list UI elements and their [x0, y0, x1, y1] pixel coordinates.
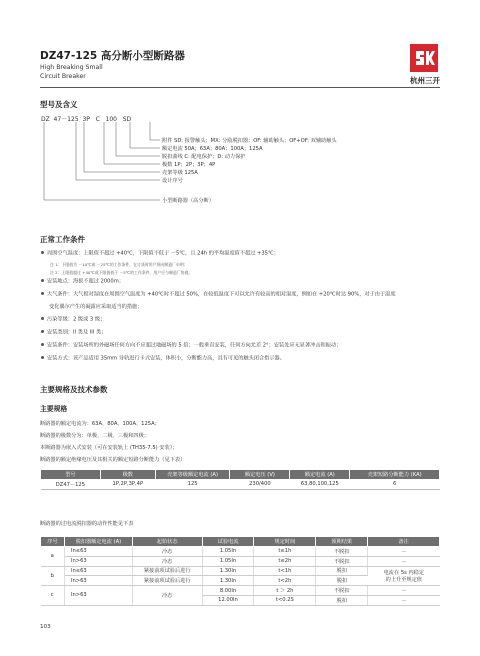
brand-logo [410, 44, 438, 72]
model-desc-trip-curve: 脱扣曲线 C: 配电保护；D: 动力保护 [162, 153, 246, 160]
page-number: 103 [40, 624, 51, 630]
spec-line-mounting: 本断路器为嵌入式安装（可在安装轨上 (TH35-7.5) 安装）； [40, 445, 178, 451]
spec-table [40, 469, 440, 490]
column-header: 型号 [41, 470, 101, 480]
subtitle-line-1: High Breaking Small [40, 64, 103, 71]
column-header: 极数 [100, 470, 155, 480]
page-title: DZ47-125 高分断小型断路器 [40, 50, 185, 62]
column-header: 试验电流 [202, 537, 254, 547]
table-cell: 1.05In [202, 556, 254, 566]
table-cell: 125 [155, 480, 230, 490]
header-divider [40, 87, 440, 88]
model-desc-type: 小型断路器（高分断） [162, 197, 214, 204]
table-cell: 1P,2P,3P,4P [100, 480, 155, 490]
table-cell-seq: c [41, 586, 65, 606]
spec-line-poles: 断路器的极数分为：单极、二极、三极和四极； [40, 433, 149, 439]
table-cell: 冷态 [132, 586, 202, 606]
table-cell: － [368, 586, 440, 596]
spec-table-header [41, 470, 440, 480]
table-cell: In≤63 [64, 566, 132, 576]
column-header: 壳架短路分断能力 (KA) [350, 470, 440, 480]
table-cell: 1.30In [202, 576, 254, 586]
bullet-icon [41, 317, 44, 320]
column-header: 额定电流 (A) [290, 470, 350, 480]
table-cell: 冷态 [132, 556, 202, 566]
column-header: 规定时间 [254, 537, 316, 547]
column-header: 起始状态 [132, 537, 202, 547]
model-desc-rated-current: 额定电流 50A；63A；80A；100A；125A [162, 145, 263, 152]
table-cell: t ＞ 2h [254, 586, 316, 596]
model-desc-frame: 壳架等级 125A [162, 169, 198, 176]
spec-line-current: 断路器的额定电流为：63A、80A、100A、125A； [40, 421, 160, 427]
table-cell: 冷态 [132, 547, 202, 557]
bullet-icon [41, 343, 44, 346]
table-row [41, 480, 440, 490]
condition-install-category: 安装类别：II 类及 III 类； [40, 329, 106, 337]
table-cell: 63,80,100,125 [290, 480, 350, 490]
table-row [41, 556, 440, 566]
model-desc-poles: 极数 1P；2P；3P；4P [162, 161, 216, 168]
table-cell: 12.00In [202, 595, 254, 605]
table-cell: In>63 [64, 586, 132, 606]
specs-section-title: 主要规格及技术参数 [40, 385, 108, 394]
brand-name: 杭州三开 [410, 76, 440, 85]
table-cell: 不脱扣 [316, 547, 368, 557]
bullet-icon [41, 251, 44, 254]
table-cell-seq: b [41, 566, 65, 586]
table-cell: 230/400 [230, 480, 290, 490]
model-diagram-lines [40, 120, 240, 220]
table-cell: DZ47－125 [41, 480, 101, 490]
bullet-icon [41, 356, 44, 359]
table-cell: 6 [350, 480, 440, 490]
table-cell-seq: a [41, 547, 65, 567]
condition-atmosphere-cont: 变化偶尔产生的凝露应采取适当的措施； [49, 304, 143, 310]
condition-temperature: 周围空气温度：上限值不超过 +40℃，下限值不低于 －5℃，且 24h 的平均温度值不超过 +35℃； [40, 250, 279, 258]
condition-install-method: 安装方式：该产品适用 35mm 导轨进行卡式安装，体积小，分断能力高，具有可见的触头闭合指示器。 [40, 355, 285, 363]
table-row [41, 547, 440, 557]
table-cell: 1.30In [202, 566, 254, 576]
model-desc-accessory: 附件 SD: 报警触头；MX: 分励脱扣器；OF: 辅助触头；OF+OF: 双辅助触头 [162, 137, 337, 144]
table-cell: t<2h [254, 576, 316, 586]
column-header: 额定电压 (V) [230, 470, 290, 480]
table-cell: － [368, 595, 440, 605]
tripping-table-title: 断路器的过电流脱扣器的动作性能见下表 [40, 521, 134, 527]
table-cell: 脱扣 [316, 566, 368, 576]
bullet-icon [41, 279, 44, 282]
model-desc-design: 设计序号 [162, 177, 183, 184]
table-cell: t≤1h [254, 547, 316, 557]
conditions-section-title: 正常工作条件 [40, 235, 85, 244]
bullet-icon [41, 330, 44, 333]
condition-install-conditions: 安装条件：安装场所的外磁场任何方向不应超过地磁场的 5 倍；一般垂直安装，任何方向允差 2°；安装处应无显著冲击和振动； [40, 342, 341, 350]
table-cell: 1.05In [202, 547, 254, 557]
table-row [41, 566, 440, 576]
condition-atmosphere: 大气条件：大气相对湿度在周围空气温度为 +40℃时不超过 50%，在较低温度下可以允许有较高的相对湿度，例如在 +20℃时达 90%，对于由于温度 [40, 291, 396, 299]
condition-note-1: 注 1：下限值为 －10℃或 －25℃的工作条件，在订货时用户须向制造厂申明； [50, 262, 188, 267]
condition-pollution: 污染等级：2 级或 3 级； [40, 316, 105, 324]
table-cell: 紧接前项试验后进行 [132, 576, 202, 586]
brand-logo-icon [410, 44, 438, 72]
model-code: DZ 47－125 3P C 100 SD [41, 116, 132, 123]
table-cell-note: 电流在 5s 内稳定 的上升至规定值 [368, 566, 440, 586]
column-header: 序号 [41, 537, 65, 547]
model-section-title: 型号及含义 [40, 100, 78, 109]
specs-sub-title: 主要规格 [40, 405, 68, 413]
table-row [41, 586, 440, 596]
tripping-table-header [41, 537, 440, 547]
table-cell: t≤2h [254, 556, 316, 566]
table-cell: t<0.2S [254, 595, 316, 605]
table-cell: In>63 [64, 576, 132, 586]
column-header: 壳架等级额定电流 (A) [155, 470, 230, 480]
table-cell: 紧接前项试验后进行 [132, 566, 202, 576]
table-cell: 不脱扣 [316, 556, 368, 566]
table-cell: t<1h [254, 566, 316, 576]
english-subtitle [40, 63, 103, 81]
bullet-icon [41, 292, 44, 295]
table-cell: － [368, 547, 440, 557]
table-cell: 脱扣 [316, 595, 368, 605]
table-cell: 8.00In [202, 586, 254, 596]
column-header: 预期结果 [316, 537, 368, 547]
table-cell: 脱扣 [316, 576, 368, 586]
table-cell: － [368, 556, 440, 566]
tripping-table [40, 536, 440, 606]
table-cell: In>63 [64, 556, 132, 566]
spec-line-voltage: 断路器的额定绝缘电压及其相关的额定短路分断能力（见下表） [40, 457, 186, 463]
column-header: 脱扣器额定电流 (A) [64, 537, 132, 547]
subtitle-line-2: Circuit Breaker [40, 73, 86, 80]
table-cell: 不脱扣 [316, 586, 368, 596]
condition-note-2: 注 2：上限值超过 +40℃或下限值低于 －5℃的工作条件，用户应与制造厂协商。 [50, 270, 193, 275]
condition-altitude: 安装地点：海拔不超过 2000m； [40, 278, 124, 286]
table-cell: In≤63 [64, 547, 132, 557]
column-header: 备注 [368, 537, 440, 547]
